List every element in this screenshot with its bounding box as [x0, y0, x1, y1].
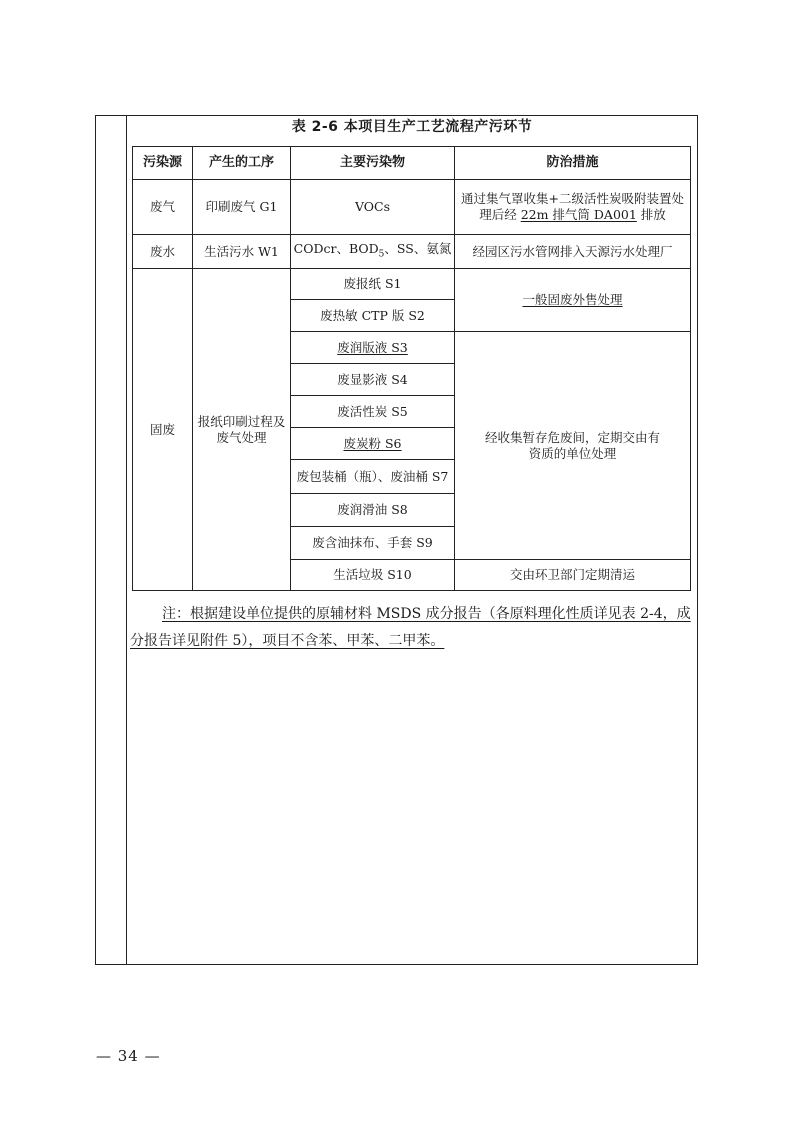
frame-column-divider	[126, 115, 127, 965]
solid-item: 废热敏 CTP 版 S2	[291, 300, 455, 332]
cell-solid-source: 固废	[133, 269, 193, 591]
cell-gas-source: 废气	[133, 180, 193, 235]
cell-water-source: 废水	[133, 235, 193, 269]
water-pollutant-sub: 5	[378, 249, 385, 260]
cell-solid-measure-hazard: 经收集暂存危废间，定期交由有资质的单位处理	[455, 332, 691, 560]
header-pollutant: 主要污染物	[291, 147, 455, 180]
solid-item: 生活垃圾 S10	[291, 560, 455, 591]
cell-solid-measure-domestic: 交由环卫部门定期清运	[455, 560, 691, 591]
water-pollutant-b: 、SS、氨氮	[384, 240, 452, 256]
solid-item: 废报纸 S1	[291, 269, 455, 300]
cell-gas-process: 印刷废气 G1	[193, 180, 291, 235]
table-note: 注：根据建设单位提供的原辅材料 MSDS 成分报告（各原料理化性质详见表 2-4，成分报告详见附件 5），项目不含苯、甲苯、二甲苯。	[130, 606, 691, 649]
cell-gas-pollutant: VOCs	[291, 180, 455, 235]
table-row-gas	[133, 180, 691, 235]
cell-water-process: 生活污水 W1	[193, 235, 291, 269]
gas-measure-post: 排放	[636, 207, 666, 222]
cell-water-pollutant	[291, 235, 455, 269]
page-number: — 34 —	[96, 1047, 161, 1065]
table-caption: 表 2-6 本项目生产工艺流程产污环节	[291, 119, 533, 135]
gas-measure-pre: 通过集气罩收集+二级活性炭吸附装置处理后经	[461, 191, 684, 222]
table-row-solid	[133, 269, 691, 300]
table-header-row	[133, 147, 691, 180]
pollution-table	[132, 146, 691, 591]
cell-solid-measure-general: 一般固废外售处理	[455, 269, 691, 332]
header-source: 污染源	[133, 147, 193, 180]
solid-item: 废含油抹布、手套 S9	[291, 527, 455, 560]
gas-measure-stack: 22m 排气筒 DA001	[520, 207, 637, 222]
solid-item: 废炭粉 S6	[291, 428, 455, 460]
cell-gas-measure	[455, 180, 691, 235]
header-measure: 防治措施	[455, 147, 691, 180]
solid-item: 废显影液 S4	[291, 364, 455, 396]
solid-item: 废润版液 S3	[291, 332, 455, 364]
table-row-water	[133, 235, 691, 269]
water-pollutant-a: CODcr、BOD	[293, 240, 379, 256]
solid-item: 废活性炭 S5	[291, 396, 455, 428]
cell-water-measure: 经园区污水管网排入天源污水处理厂	[455, 235, 691, 269]
solid-item: 废包装桶（瓶）、废油桶 S7	[291, 460, 455, 494]
header-process: 产生的工序	[193, 147, 291, 180]
solid-item: 废润滑油 S8	[291, 494, 455, 527]
cell-solid-process: 报纸印刷过程及废气处理	[193, 269, 291, 591]
